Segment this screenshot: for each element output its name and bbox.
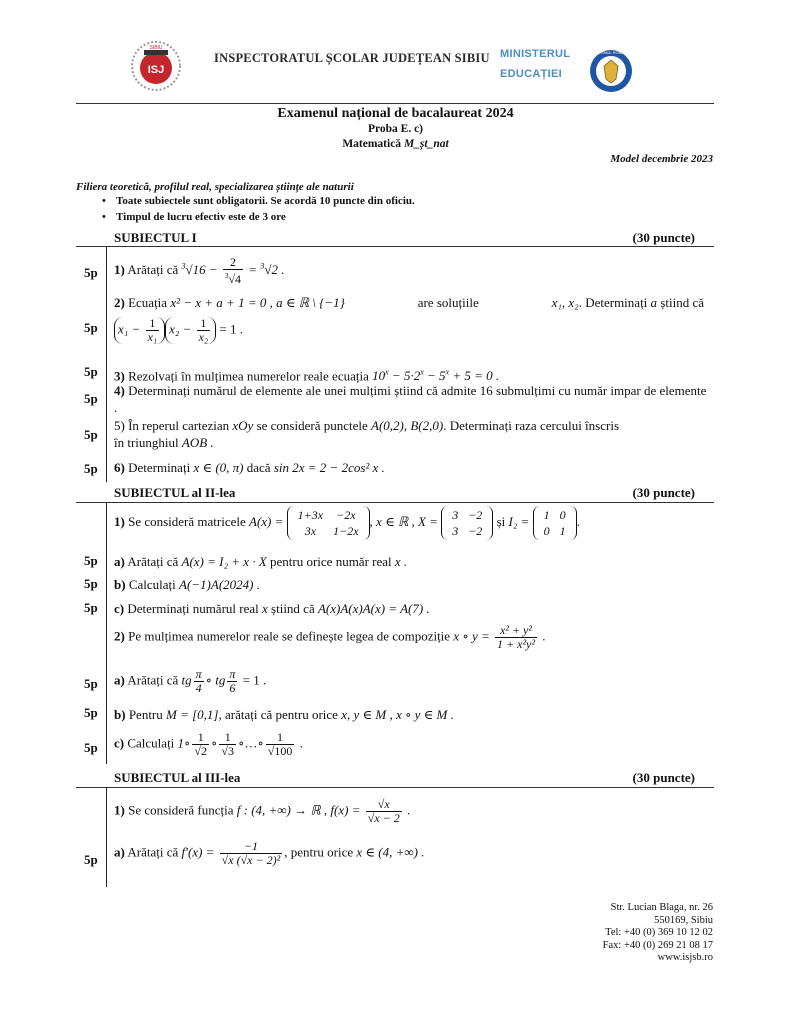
exam-title: Examenul național de bacalaureat 2024 [277, 106, 514, 121]
s2-problem-2: 2) Pe mulțimea numerelor reale se definește legea de compoziție x ∘ y = $\frac{\text{x² + y²}}{\text{1 + x²y²}}$ . [114, 623, 546, 651]
section-points: (30 puncte) [632, 770, 695, 785]
svg-text:ISJ: ISJ [147, 64, 165, 76]
score: 5p [84, 600, 98, 615]
s2-item-a2: a) Arătați că tg $\frac{\pi}{4}$ ∘ tg $\frac{\pi}{6}$ = 1 . [114, 667, 267, 695]
section-points: (30 puncte) [632, 485, 695, 500]
exam-proba: Proba E. c) [367, 123, 424, 135]
margin-line [106, 246, 107, 482]
s2-item-a: a) Arătați că A(x) = I₂ + x · X pentru orice număr real x . [114, 554, 408, 569]
s1-question-6: 6) Determinați x ∈ (0, π) dacă sin 2x = 2 − 2cos² x . [114, 460, 385, 475]
s1-question-1: 1) Arătați că $^3$√16 − $\frac{2}{^3√4}$ = $^3$√2 . [114, 255, 285, 286]
s3-item-a: a) Arătați că f′(x) = $\frac{-1}{\text{√x (√x − 2)²}}$ , pentru orice x ∈ (4, +∞) . [114, 839, 425, 867]
score: 5p [84, 427, 98, 442]
s2-problem-1: 1) Se consideră matricele A(x) = 1+3x −2x 3x 1−2x , x ∈ ℝ , X = 3 −2 3 −2 și I₂ = 1 0 0 1 . [114, 508, 580, 538]
s2-item-c: c) Determinați numărul real x știind că A(x)A(x)A(x) = A(7) . [114, 601, 430, 616]
svg-text:SIBIU: SIBIU [149, 45, 163, 51]
section-title: SUBIECTUL al III-lea [114, 770, 241, 785]
ministry-name: MINISTERUL EDUCAȚIEI [500, 48, 571, 80]
s1-question-5: 5) În reperul cartezian xOy se consideră punctele A(0,2), B(2,0). Determinați raza cercului înscris în triunghiul AOB . [114, 418, 619, 450]
website-link[interactable]: www.isjsb.ro [657, 952, 713, 963]
section-title: SUBIECTUL al II-lea [114, 485, 236, 500]
s1-question-2: 2) Ecuația x² − x + a + 1 = 0 , a ∈ ℝ \ {−1} are soluțiile x₁, x₂. Determinați a știind că x₁ − $\frac{1}{\text{x₁}}$ x₂ − $\frac{1}{\text{x₂}}$ = 1 . [114, 295, 704, 344]
score: 5p [84, 320, 98, 335]
filiera: Filiera teoretică, profilul real, specializarea științe ale naturii [76, 181, 354, 193]
score: 5p [84, 576, 98, 591]
svg-text:GUVERNUL ROMÂNIEI: GUVERNUL ROMÂNIEI [589, 50, 633, 55]
header-rule [76, 103, 714, 104]
score: 5p [84, 391, 98, 406]
address-block: Str. Lucian Blaga, nr. 26 550169, Sibiu Tel: +40 (0) 369 10 12 02 Fax: +40 (0) 269 21 08 17 www.isjsb.ro [602, 902, 713, 963]
institution-title: INSPECTORATUL ȘCOLAR JUDEȚEAN SIBIU [214, 51, 490, 65]
section-title: SUBIECTUL I [114, 230, 197, 245]
section-rule [76, 502, 714, 503]
score: 5p [84, 364, 98, 379]
score: 5p [84, 852, 98, 867]
s2-item-c2: c) Calculați 1∘ $\frac{1}{√2}$ ∘ $\frac{1}{√3}$ ∘…∘ $\frac{1}{√100}$ . [114, 730, 303, 758]
score: 5p [84, 553, 98, 568]
rule-item: • Toate subiectele sunt obligatorii. Se acordă 10 puncte din oficiu. [102, 195, 415, 207]
model-date: Model decembrie 2023 [610, 153, 713, 165]
s1-question-3: 3) Rezolvați în mulțimea numerelor reale ecuația $10^x - 5\cdot 2^x - 5^x + 5 = 0$ . [114, 368, 500, 384]
section-points: (30 puncte) [632, 230, 695, 245]
score: 5p [84, 676, 98, 691]
score: 5p [84, 461, 98, 476]
exam-subject: Matematică M_șt_nat [342, 138, 449, 150]
rule-item: • Timpul de lucru efectiv este de 3 ore [102, 211, 286, 223]
isj-logo [130, 40, 182, 92]
score: 5p [84, 265, 98, 280]
s2-item-b2: b) Pentru M = [0,1], arătați că pentru orice x, y ∈ M , x ∘ y ∈ M . [114, 707, 454, 722]
section-rule [76, 246, 714, 247]
government-logo [588, 46, 634, 96]
score: 5p [84, 705, 98, 720]
s3-problem-1: 1) Se consideră funcția f : (4, +∞) → ℝ , f(x) = $\frac{√x}{√x - 2}$ . [114, 797, 411, 825]
section-rule [76, 787, 714, 788]
score: 5p [84, 740, 98, 755]
s1-question-4: 4) Determinați numărul de elemente ale unei mulțimi știind că admite 16 submulțimi cu număr impar de elemente . [114, 383, 707, 415]
s2-item-b: b) Calculați A(−1)A(2024) . [114, 577, 260, 592]
margin-line [106, 502, 107, 764]
margin-line [106, 787, 107, 887]
